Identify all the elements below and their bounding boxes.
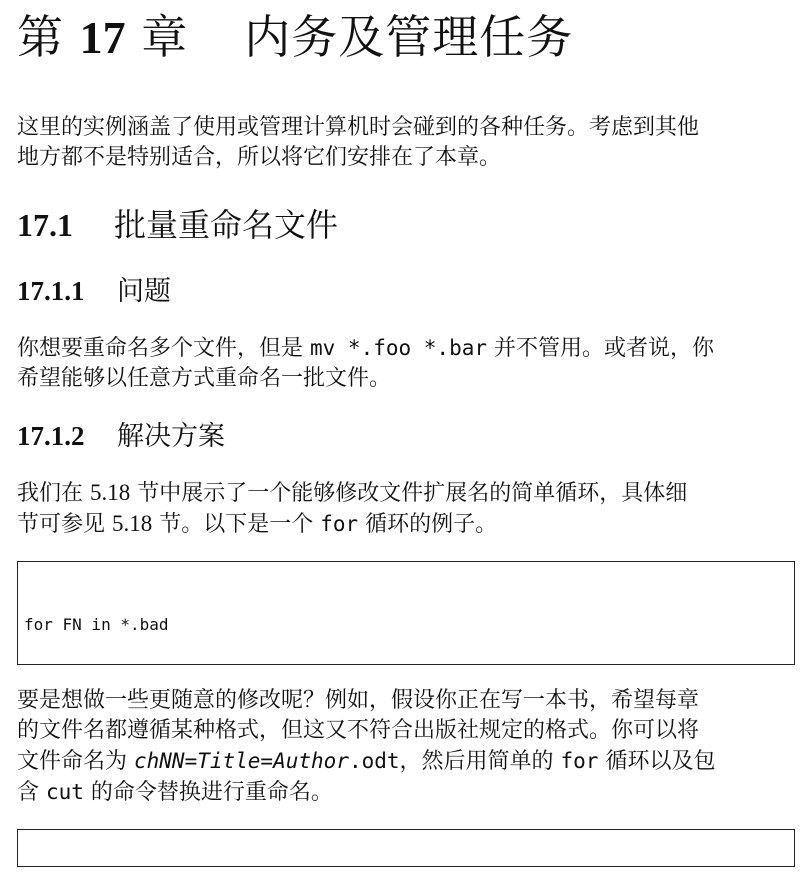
intro-paragraph [17, 113, 797, 173]
section-ref-1: 5.18 [90, 480, 131, 505]
followup-text-a: 文件命名为 [17, 749, 134, 774]
section-number: 17.1 [17, 207, 73, 243]
followup-line-1: 要是想做一些更随意的修改呢？例如，假设你正在写一本书，希望每章 [17, 688, 700, 713]
for-keyword-code-2: for [560, 749, 599, 773]
followup-paragraph [17, 686, 797, 808]
code-block-for-loop [17, 561, 795, 665]
filename-pattern-italic: chNN=Title=Author [134, 749, 349, 773]
solution-text-d: 节。以下是一个 [152, 512, 321, 537]
section-ref-2: 5.18 [112, 511, 153, 536]
chapter-number: 17 [79, 12, 126, 63]
chapter-suffix: 章 [141, 10, 189, 64]
problem-title: 问题 [117, 276, 171, 307]
problem-line-1 [17, 333, 797, 364]
solution-text-c: 节可参见 [17, 512, 112, 537]
problem-heading [17, 275, 171, 308]
code-block-one-liner [17, 829, 795, 867]
solution-text-e: 循环的例子。 [358, 512, 498, 537]
followup-text-c: 循环以及包 [598, 749, 716, 774]
solution-line-2 [17, 509, 797, 540]
followup-text-e: 的命令替换进行重命名。 [83, 780, 333, 805]
solution-paragraph [17, 478, 797, 540]
section-title: 批量重命名文件 [114, 206, 339, 244]
problem-number: 17.1.1 [17, 276, 85, 306]
for-keyword-code: for [320, 512, 359, 536]
intro-line-2: 地方都不是特别适合，所以将它们安排在了本章。 [17, 145, 502, 170]
followup-line-2: 的文件名都遵循某种格式，但这又不符合出版社规定的格式。你可以将 [17, 718, 700, 743]
followup-text-d: 含 [17, 780, 46, 805]
intro-line-1: 这里的实例涵盖了使用或管理计算机时会碰到的各种任务。考虑到其他 [17, 115, 700, 140]
solution-heading [17, 420, 225, 453]
chapter-title [17, 12, 573, 64]
problem-text-b: 并不管用。或者说，你 [487, 336, 715, 361]
solution-number: 17.1.2 [17, 421, 85, 451]
followup-line-3 [17, 746, 797, 777]
solution-text-b: 节中展示了一个能够修改文件扩展名的简单循环，具体细 [130, 481, 688, 506]
problem-text-a: 你想要重命名多个文件，但是 [17, 336, 310, 361]
section-heading [17, 206, 338, 244]
followup-text-b: ，然后用简单的 [399, 749, 561, 774]
solution-text-a: 我们在 [17, 481, 90, 506]
solution-title: 解决方案 [117, 421, 225, 452]
mv-command-code: mv *.foo *.bar [310, 336, 488, 360]
problem-paragraph [17, 333, 797, 394]
filename-extension-code: .odt [348, 749, 400, 773]
solution-line-1 [17, 478, 797, 509]
problem-line-2: 希望能够以任意方式重命名一批文件。 [17, 366, 392, 391]
chapter-prefix: 第 [17, 10, 64, 64]
followup-line-4 [17, 777, 797, 808]
chapter-heading-text: 内务及管理任务 [244, 10, 574, 64]
code-line: for FN in *.bad [24, 615, 169, 634]
cut-command-code: cut [46, 780, 84, 804]
